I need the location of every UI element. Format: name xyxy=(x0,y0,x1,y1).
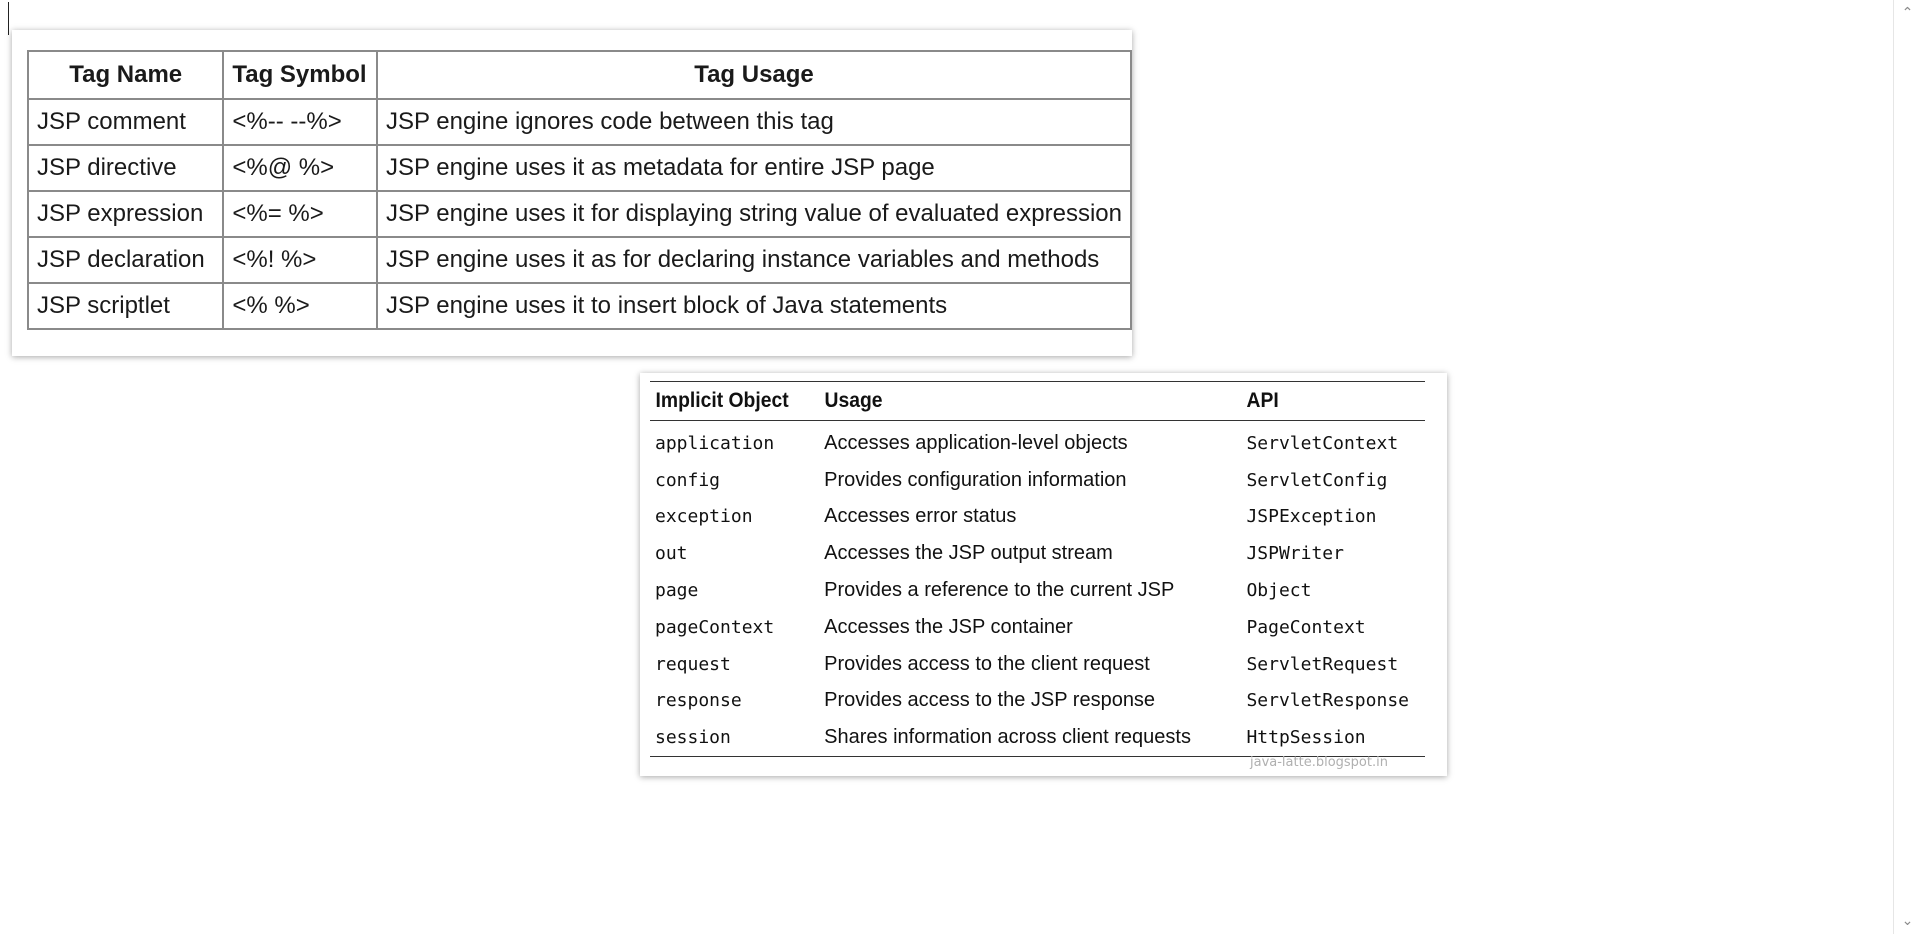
implicit-object-cell: page xyxy=(655,580,699,602)
implicit-object-cell: response xyxy=(655,690,742,712)
source-watermark: java-latte.blogspot.in xyxy=(1250,755,1388,770)
table-row xyxy=(650,609,1425,646)
usage-cell: Provides a reference to the current JSP xyxy=(824,579,1175,602)
implicit-object-cell: request xyxy=(655,653,731,675)
tag-symbol-cell: <%! %> xyxy=(224,238,378,284)
vertical-scrollbar[interactable] xyxy=(1893,0,1920,934)
api-cell: ServletContext xyxy=(1246,432,1399,454)
api-cell: PageContext xyxy=(1246,616,1366,638)
tag-usage-cell: JSP engine uses it to insert block of Java statements xyxy=(385,292,948,319)
tag-symbol-cell: <%= %> xyxy=(224,192,378,238)
tag-name-cell: JSP comment xyxy=(29,100,224,146)
implicit-object-cell: session xyxy=(655,727,731,749)
usage-cell: Accesses the JSP output stream xyxy=(824,542,1113,565)
implicit-objects-table xyxy=(650,381,1425,757)
table-row xyxy=(650,499,1425,536)
usage-cell: Provides configuration information xyxy=(824,468,1127,491)
api-cell: HttpSession xyxy=(1246,727,1366,749)
implicit-object-cell: out xyxy=(655,543,688,565)
tag-usage-cell: JSP engine uses it for displaying string value of evaluated expression xyxy=(378,192,1130,238)
table-row xyxy=(29,100,1130,146)
usage-cell: Provides access to the client request xyxy=(824,652,1150,675)
column-header-implicit-object: Implicit Object xyxy=(655,389,789,412)
tag-name-cell: JSP expression xyxy=(29,192,224,238)
usage-cell: Accesses error status xyxy=(824,505,1017,528)
api-cell: Object xyxy=(1246,580,1312,602)
usage-cell: Provides access to the JSP response xyxy=(824,689,1156,712)
table-row xyxy=(650,462,1425,499)
usage-cell: Accesses the JSP container xyxy=(824,615,1073,638)
api-cell: ServletConfig xyxy=(1246,469,1388,491)
table-row xyxy=(650,683,1425,720)
implicit-object-cell: application xyxy=(655,432,775,454)
table-row xyxy=(29,146,1130,192)
table-row xyxy=(29,284,1130,328)
tag-usage-cell: JSP engine uses it as metadata for entire JSP page xyxy=(378,146,1130,192)
table-row xyxy=(29,238,1130,284)
implicit-objects-image xyxy=(640,373,1447,776)
tag-usage-cell: JSP engine uses it as for declaring instance variables and methods xyxy=(378,238,1130,284)
tag-usage-cell: JSP engine ignores code between this tag xyxy=(378,100,1130,146)
chevron-down-icon[interactable]: ⌄ xyxy=(1901,913,1914,929)
table-header-row xyxy=(29,52,1130,100)
api-cell: JSPWriter xyxy=(1246,543,1344,565)
table-row xyxy=(29,192,1130,238)
column-header-tag-usage: Tag Usage xyxy=(378,52,1130,100)
tag-name-cell: JSP declaration xyxy=(29,238,224,284)
implicit-object-cell: config xyxy=(655,469,721,491)
table-row xyxy=(650,646,1425,683)
text-caret xyxy=(8,2,9,35)
api-cell: ServletResponse xyxy=(1246,690,1409,712)
table-row xyxy=(650,421,1425,462)
chevron-up-icon[interactable]: ⌃ xyxy=(1901,5,1914,21)
usage-cell: Accesses application-level objects xyxy=(824,431,1128,454)
tag-name-cell: JSP scriptlet xyxy=(29,284,224,328)
tag-symbol-cell: <%-- --%> xyxy=(224,100,378,146)
api-cell: ServletRequest xyxy=(1246,653,1399,675)
implicit-object-cell: exception xyxy=(655,506,753,528)
column-header-usage: Usage xyxy=(824,389,883,412)
column-header-tag-symbol: Tag Symbol xyxy=(224,52,378,100)
tag-name-cell: JSP directive xyxy=(29,146,224,192)
implicit-object-cell: pageContext xyxy=(655,616,775,638)
tag-symbol-cell: <% %> xyxy=(224,284,378,328)
api-cell: JSPException xyxy=(1246,506,1377,528)
usage-cell: Shares information across client requests xyxy=(824,726,1191,749)
column-header-api: API xyxy=(1246,389,1280,412)
table-row xyxy=(650,535,1425,572)
table-row xyxy=(650,572,1425,609)
jsp-tags-image xyxy=(12,30,1132,356)
jsp-tags-table xyxy=(27,50,1132,330)
tag-symbol-cell: <%@ %> xyxy=(224,146,378,192)
table-row xyxy=(650,719,1425,756)
column-header-tag-name: Tag Name xyxy=(29,52,224,100)
table-header-row xyxy=(650,382,1425,421)
